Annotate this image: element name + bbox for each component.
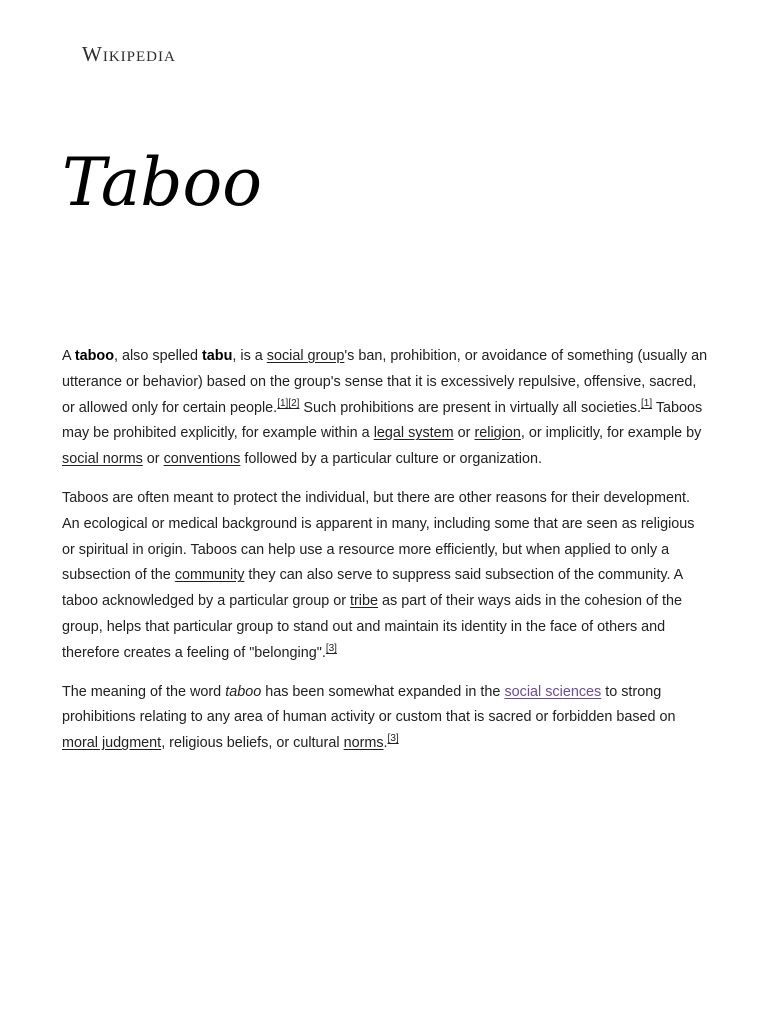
citation-link-2[interactable]: [2] <box>288 397 300 409</box>
text: followed by a particular culture or organization. <box>240 451 542 468</box>
citation-link-1[interactable]: [1] <box>277 397 289 409</box>
text: . <box>383 735 388 752</box>
citation-3b <box>388 733 399 744</box>
citation-link-3[interactable]: [3] <box>325 642 337 654</box>
text: as part of their ways aids in the cohesion of the group, helps that particular group to stand out and maintain its identity in the face of others and therefore creates a feeling of "belonging". <box>62 593 682 661</box>
citation-3 <box>326 643 337 654</box>
citation-1 <box>277 398 299 409</box>
link-tribe[interactable]: tribe <box>350 593 378 610</box>
citation-1b <box>641 398 652 409</box>
text: , also spelled <box>113 348 202 364</box>
text: A <box>62 348 75 364</box>
text: The meaning of the word <box>62 683 226 700</box>
bold-term-tabu: tabu <box>201 348 233 364</box>
text: 's ban, prohibition, or avoidance of something (usually an utterance or behavior) based on the group's sense that it is excessively repulsive, offensive, sacred, or allowed only for certain people. <box>62 348 708 416</box>
text: , religious beliefs, or cultural <box>161 735 344 752</box>
link-religion[interactable]: religion <box>474 425 521 442</box>
link-social-sciences[interactable]: social sciences <box>504 683 602 700</box>
link-legal-system[interactable]: legal system <box>373 425 454 442</box>
paragraph-1 <box>62 344 710 473</box>
link-social-norms[interactable]: social norms <box>62 451 143 468</box>
link-moral-judgment[interactable]: moral judgment <box>62 735 162 752</box>
citation-link-1b[interactable]: [1] <box>640 397 653 409</box>
text: has been somewhat expanded in the <box>261 683 505 700</box>
link-norms[interactable]: norms <box>343 735 384 752</box>
italic-term-taboo: taboo <box>225 683 262 700</box>
text: , or implicitly, for example by <box>520 425 702 442</box>
link-social-group[interactable]: social group <box>266 348 345 364</box>
text: or <box>142 451 164 468</box>
text: Taboos are often meant to protect the individual, but there are other reasons for their development. An ecological or medical background is apparent in many, including some that are seen as religious or spiritual in origin. Taboos can help use a resource more efficiently, but when applied to only a subsection of the <box>62 489 695 584</box>
text: they can also serve to suppress said subsection of the community. A taboo acknowledged by a particular group or <box>62 567 683 610</box>
text: , is a <box>232 348 267 364</box>
link-community[interactable]: community <box>174 567 245 584</box>
wikipedia-logo[interactable]: Wikipedia <box>82 42 176 66</box>
text: Taboos may be prohibited explicitly, for example within a <box>62 399 703 442</box>
citation-link-3b[interactable]: [3] <box>387 733 399 745</box>
article-body <box>62 344 710 770</box>
link-conventions[interactable]: conventions <box>163 451 241 468</box>
text: to strong prohibitions relating to any area of human activity or custom that is sacred or forbidden based on <box>62 683 676 726</box>
paragraph-3 <box>62 680 710 757</box>
bold-term-taboo: taboo <box>74 348 114 364</box>
page-title: Taboo <box>62 144 262 221</box>
text: or <box>453 425 475 442</box>
paragraph-2 <box>62 486 710 667</box>
text: Such prohibitions are present in virtually all societies. <box>299 399 641 416</box>
